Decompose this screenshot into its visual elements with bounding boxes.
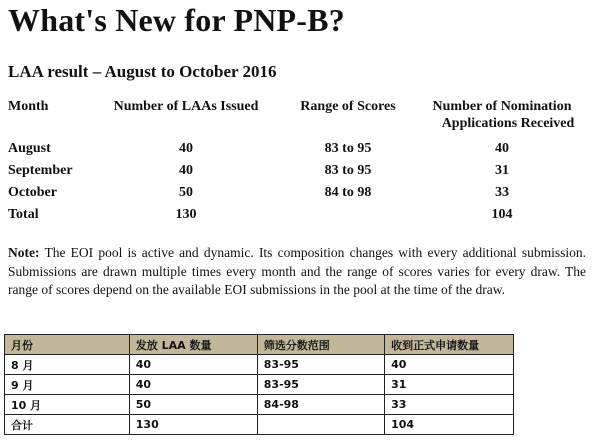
chinese-summary-table (4, 334, 514, 435)
col-header-laas-issued: Number of LAAs Issued (113, 99, 259, 114)
cn-cell-apps: 31 (385, 375, 514, 395)
cell-laas: 130 (175, 207, 197, 222)
cn-cell-range: 83-95 (257, 375, 384, 395)
note-paragraph (8, 244, 586, 300)
col-header-month: Month (8, 99, 49, 114)
cell-laas: 50 (179, 185, 193, 200)
cn-cell-month: 合计 (5, 415, 130, 435)
cn-cell-apps: 33 (385, 395, 514, 415)
table-row (8, 182, 586, 204)
cn-cell-apps: 40 (385, 355, 514, 375)
col-header-applications-line1: Number of Nomination (432, 99, 572, 114)
col-header-range-of-scores: Range of Scores (300, 99, 396, 114)
table-header-row (8, 98, 586, 138)
cn-cell-month: 10 月 (5, 395, 130, 415)
page-title: What's New for PNP-B? (8, 2, 345, 38)
table-header-row (5, 335, 514, 355)
cell-range (278, 204, 418, 226)
cn-cell-month: 8 月 (5, 355, 130, 375)
cn-col-header-apps: 收到正式申请数量 (385, 335, 514, 355)
cn-col-header-month: 月份 (5, 335, 130, 355)
table-row-total (8, 204, 586, 226)
note-label: Note: (8, 245, 40, 260)
cn-cell-laas: 40 (129, 375, 257, 395)
cell-laas: 40 (179, 141, 193, 156)
cell-apps: 104 (491, 207, 513, 222)
table-row-total (5, 415, 514, 435)
cell-month: August (8, 141, 51, 156)
cn-cell-laas: 130 (129, 415, 257, 435)
cn-cell-range (257, 415, 384, 435)
cn-cell-range: 83-95 (257, 355, 384, 375)
note-text: The EOI pool is active and dynamic. Its composition changes with every additional submission. Submissions are drawn multiple times every month and the range of scores varies for every draw. The range of scores depend on the available EOI submissions in the pool at the time of the draw. (8, 245, 586, 297)
cell-laas: 40 (179, 163, 193, 178)
cn-cell-month: 9 月 (5, 375, 130, 395)
cn-cell-apps: 104 (385, 415, 514, 435)
cell-range: 84 to 98 (324, 185, 372, 200)
table-row (5, 375, 514, 395)
cell-apps: 40 (495, 141, 509, 156)
table-row (8, 138, 586, 160)
cn-cell-laas: 50 (129, 395, 257, 415)
cn-col-header-range: 筛选分数范围 (257, 335, 384, 355)
cell-apps: 33 (495, 185, 509, 200)
section-subtitle: LAA result – August to October 2016 (8, 62, 277, 81)
cell-month: October (8, 185, 57, 200)
cn-cell-laas: 40 (129, 355, 257, 375)
col-header-applications-received (418, 98, 586, 138)
cn-cell-range: 84-98 (257, 395, 384, 415)
table-row (8, 160, 586, 182)
laa-results-table (8, 98, 586, 226)
cell-range: 83 to 95 (324, 163, 372, 178)
cell-apps: 31 (495, 163, 509, 178)
cn-col-header-laas: 发放 LAA 数量 (129, 335, 257, 355)
cell-range: 83 to 95 (324, 141, 372, 156)
table-row (5, 355, 514, 375)
col-header-applications-line2: Applications Received (441, 116, 575, 131)
cell-month: September (8, 163, 73, 178)
cell-month: Total (8, 207, 39, 222)
table-row (5, 395, 514, 415)
